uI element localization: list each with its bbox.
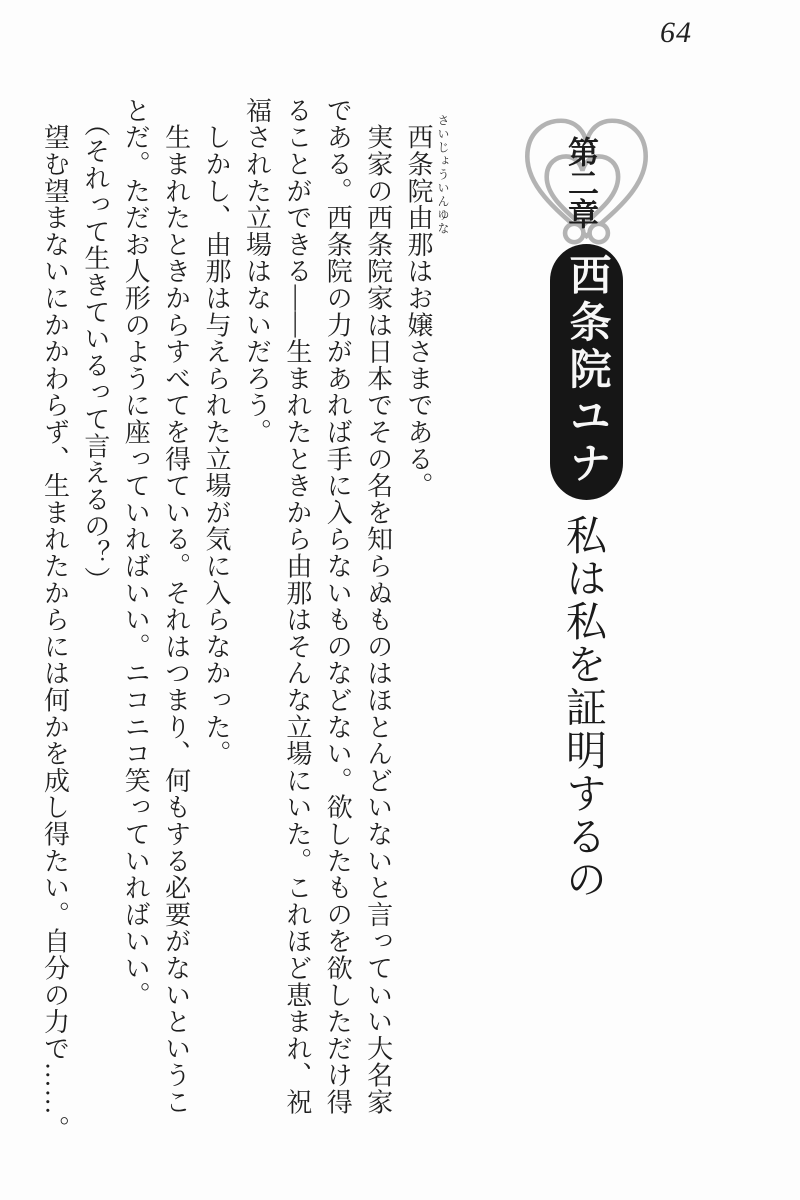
body-text bbox=[34, 97, 438, 1143]
text-column-6: しかし、由那は与えられた立場が気に入らなかった。 bbox=[202, 97, 232, 767]
text-column-4: ることができる――生まれたときから由那はそんな立場にいた。これほど恵まれ、祝 bbox=[282, 97, 312, 1116]
text-column-8: とだ。ただお人形のように座っていればいい。ニコニコ笑っていればいい。 bbox=[121, 97, 151, 1009]
page-number: 64 bbox=[660, 16, 692, 49]
text-column-3: である。西条院の力があれば手に入らないものなどない。欲したものを欲しただけ得 bbox=[323, 97, 353, 1116]
chapter-number-label: 第二章 bbox=[563, 136, 598, 229]
text-column-5: 福された立場はないだろう。 bbox=[242, 97, 272, 446]
text-column-7: 生まれたときからすべてを得ている。それはつまり、何もする必要がないというこ bbox=[161, 97, 191, 1116]
text-column-10: 望む望まないにかかわらず、生まれたからには何かを成し得たい。自分の力で……。 bbox=[40, 97, 70, 1143]
text-column-2: 実家の西条院家は日本でその名を知らぬものはほとんどいないと言っていい大名家 bbox=[363, 97, 393, 1116]
chapter-subtitle: 私は私を証明するの bbox=[560, 514, 606, 901]
furigana-ruby: さいじょういんゆな bbox=[436, 114, 450, 236]
chapter-title-banner bbox=[550, 244, 623, 500]
text-column-1: 西条院由那はお嬢さまである。 bbox=[404, 97, 433, 499]
text-column-9: （それって生きているって言えるの？） bbox=[80, 97, 110, 594]
chapter-title: 西条院ユナ bbox=[563, 253, 610, 488]
